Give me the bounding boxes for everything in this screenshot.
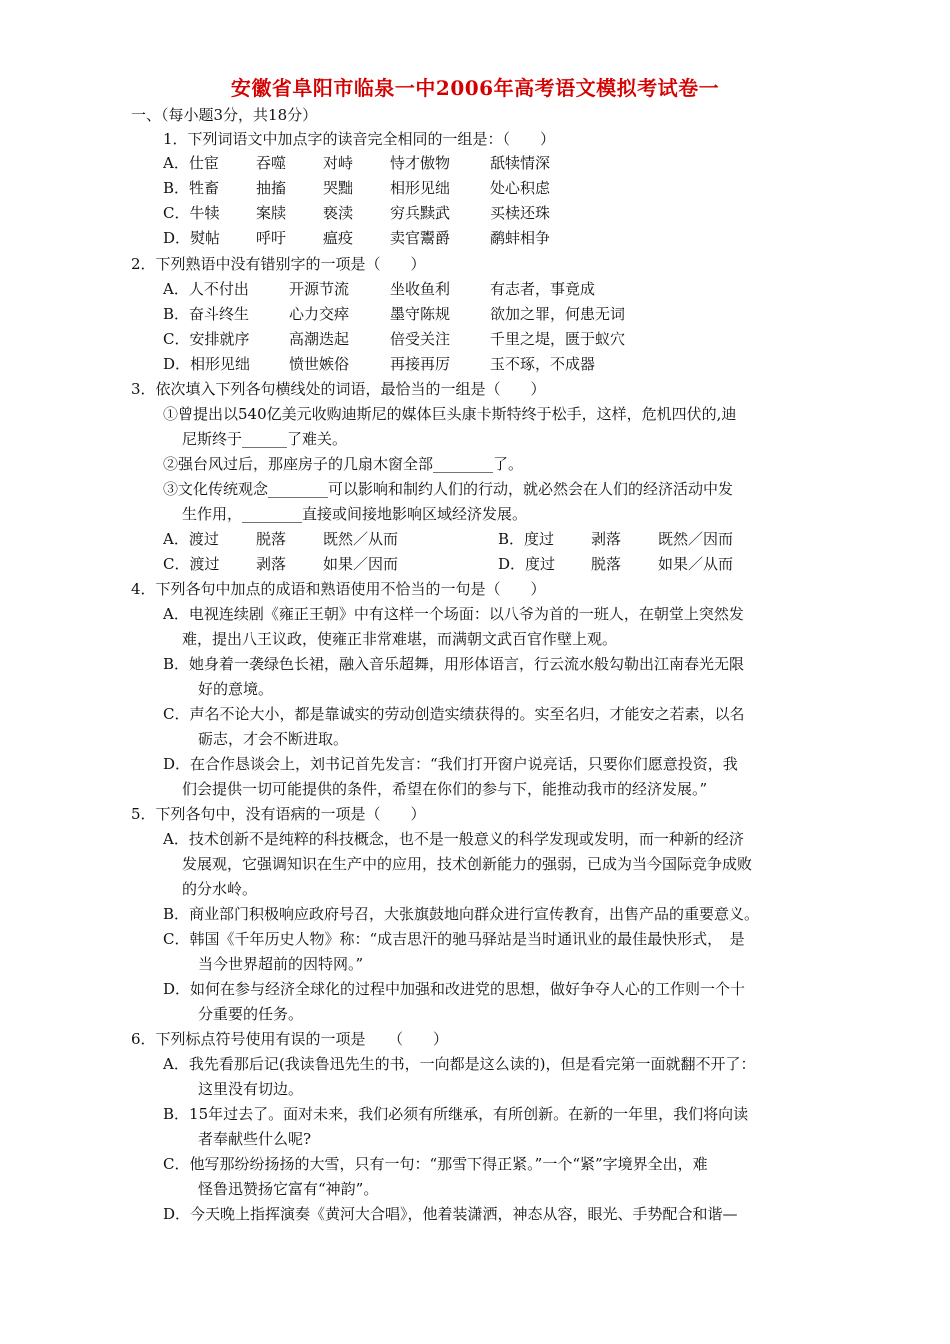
option-cell: 穷兵黩武 — [390, 204, 451, 222]
option-cell: 抽搐 — [256, 179, 287, 197]
option-cell: 如果／因而 — [323, 555, 399, 573]
option-cell: 玉不琢，不成器 — [490, 355, 596, 373]
question-3-sentence-3: ③文化传统观念________可以影响和制约人们的行动，就必然会在人们的经济活动中发 — [163, 480, 734, 498]
option-cell: 有志者，事竟成 — [490, 280, 596, 298]
option-cell: A．渡过 — [163, 530, 219, 548]
option-cell: D．相形见绌 — [163, 355, 251, 373]
question-6-stem: 6．下列标点符号使用有误的一项是 （ ） — [131, 1030, 449, 1048]
option-cell: 如果／从而 — [658, 555, 734, 573]
question-4-option-b: B．她身着一袭绿色长裙，融入音乐超舞，用形体语言，行云流水般勾勒出江南春光无限 — [163, 655, 745, 673]
question-6-option-a: A．我先看那后记(我读鲁迅先生的书，一向都是这么读的)，但是看完第一面就翻不开了： — [163, 1055, 756, 1073]
option-cell: 舐犊情深 — [490, 154, 551, 172]
option-cell: B．奋斗终生 — [163, 305, 250, 323]
question-3-stem: 3．依次填入下列各句横线处的词语，最恰当的一组是（ ） — [131, 380, 546, 398]
option-cell: A．仕宦 — [163, 154, 219, 172]
option-cell: 案牍 — [256, 204, 287, 222]
question-4-stem: 4．下列各句中加点的成语和熟语使用不恰当的一句是（ ） — [131, 580, 546, 598]
question-6-option-b-cont: 者奉献些什么呢? — [198, 1130, 312, 1148]
question-5-option-c: C．韩国《千年历史人物》称：“成吉思汗的驰马驿站是当时通讯业的最佳最快形式， 是 — [163, 930, 745, 948]
question-5-option-a-cont: 发展观，它强调知识在生产中的应用，技术创新能力的强弱，已成为当今国际竞争成败 — [182, 855, 753, 873]
option-cell: 相形见绌 — [390, 179, 451, 197]
question-1-stem: 1．下列词语文中加点字的读音完全相同的一组是：（ ） — [163, 130, 556, 148]
option-cell: 脱落 — [591, 555, 622, 573]
question-6-option-c: C．他写那纷纷扬扬的大雪，只有一句：“那雪下得正紧。”一个“紧”字境界全出，难 — [163, 1155, 708, 1173]
option-cell: 买椟还珠 — [490, 204, 551, 222]
question-3-sentence-3-cont: 生作用，________直接或间接地影响区域经济发展。 — [182, 505, 528, 523]
option-cell: 吞噬 — [256, 154, 287, 172]
option-cell: C．渡过 — [163, 555, 220, 573]
option-cell: 剥落 — [591, 530, 622, 548]
option-cell: 心力交瘁 — [289, 305, 350, 323]
option-cell: 既然／因而 — [658, 530, 734, 548]
option-cell: 恃才傲物 — [390, 154, 451, 172]
option-cell: 坐收鱼利 — [390, 280, 451, 298]
question-6-option-d: D．今天晚上指挥演奏《黄河大合唱》，他着装潇洒，神态从容，眼光、手势配合和谐— — [163, 1205, 738, 1223]
question-5-option-b: B．商业部门积极响应政府号召，大张旗鼓地向群众进行宣传教育，出售产品的重要意义。 — [163, 905, 760, 923]
option-cell: B．度过 — [498, 530, 555, 548]
option-cell: D．熨帖 — [163, 229, 221, 247]
option-cell: 倍受关注 — [390, 330, 451, 348]
option-cell: 墨守陈规 — [390, 305, 451, 323]
option-cell: C．安排就序 — [163, 330, 250, 348]
option-cell: 欲加之罪，何患无词 — [490, 305, 626, 323]
option-cell: 剥落 — [256, 555, 287, 573]
question-4-option-a: A．电视连续剧《雍正王朝》中有这样一个场面：以八爷为首的一班人，在朝堂上突然发 — [163, 605, 744, 623]
section-heading: 一、（每小题3分，共18分） — [131, 106, 318, 124]
question-6-option-a-cont: 这里没有切边。 — [198, 1080, 304, 1098]
question-2-stem: 2．下列熟语中没有错别字的一项是（ ） — [131, 255, 426, 273]
option-cell: 开源节流 — [289, 280, 350, 298]
option-cell: 千里之堤，匮于蚁穴 — [490, 330, 626, 348]
page-title: 安徽省阜阳市临泉一中2006年高考语文模拟考试卷一 — [230, 76, 720, 100]
option-cell: 瘟疫 — [323, 229, 354, 247]
question-5-option-d: D．如何在参与经济全球化的过程中加强和改进党的思想，做好争夺人心的工作则一个十 — [163, 980, 746, 998]
option-cell: 呼吁 — [256, 229, 287, 247]
option-cell: C．牛犊 — [163, 204, 220, 222]
question-4-option-d-cont: 们会提供一切可能提供的条件，希望在你们的参与下，能推动我市的经济发展。” — [182, 780, 708, 798]
option-cell: 愤世嫉俗 — [289, 355, 350, 373]
question-5-option-c-cont: 当今世界超前的因特网。” — [198, 955, 364, 973]
question-3-sentence-1-cont: 尼斯终于______了难关。 — [182, 430, 348, 448]
option-cell: A．人不付出 — [163, 280, 249, 298]
question-6-option-b: B．15年过去了。面对未来，我们必须有所继承，有所创新。在新的一年里，我们将向读 — [163, 1105, 749, 1123]
question-4-option-a-cont: 难，提出八王议政，使雍正非常难堪，而满朝文武百官作壁上观。 — [182, 630, 618, 648]
option-cell: 亵渎 — [323, 204, 354, 222]
option-cell: 处心积虑 — [490, 179, 551, 197]
option-cell: 对峙 — [323, 154, 354, 172]
option-cell: 脱落 — [256, 530, 287, 548]
question-4-option-c-cont: 砺志，才会不断进取。 — [198, 730, 349, 748]
question-4-option-d: D．在合作恳谈会上，刘书记首先发言：“我们打开窗户说亮话，只要你们愿意投资，我 — [163, 755, 738, 773]
question-4-option-c: C．声名不论大小，都是靠诚实的劳动创造实绩获得的。实至名归，才能安之若素，以名 — [163, 705, 745, 723]
question-4-option-b-cont: 好的意境。 — [198, 680, 274, 698]
question-3-sentence-2: ②强台风过后，那座房子的几扇木窗全部________了。 — [163, 455, 524, 473]
option-cell: 再接再厉 — [390, 355, 451, 373]
question-5-option-a-cont2: 的分水岭。 — [182, 880, 258, 898]
option-cell: 高潮迭起 — [289, 330, 350, 348]
option-cell: 哭黜 — [323, 179, 354, 197]
question-3-sentence-1: ①曾提出以540亿美元收购迪斯尼的媒体巨头康卡斯特终于松手，这样，危机四伏的,迪 — [163, 405, 737, 423]
option-cell: 既然／从而 — [323, 530, 399, 548]
option-cell: 卖官鬻爵 — [390, 229, 451, 247]
question-5-option-d-cont: 分重要的任务。 — [198, 1005, 304, 1023]
option-cell: 鹬蚌相争 — [490, 229, 551, 247]
question-6-option-c-cont: 怪鲁迅赞扬它富有“神韵”。 — [198, 1180, 379, 1198]
question-5-stem: 5．下列各句中，没有语病的一项是（ ） — [131, 805, 426, 823]
option-cell: D．度过 — [498, 555, 556, 573]
option-cell: B．牲畜 — [163, 179, 220, 197]
question-5-option-a: A．技术创新不是纯粹的科技概念，也不是一般意义的科学发现或发明，而一种新的经济 — [163, 830, 744, 848]
